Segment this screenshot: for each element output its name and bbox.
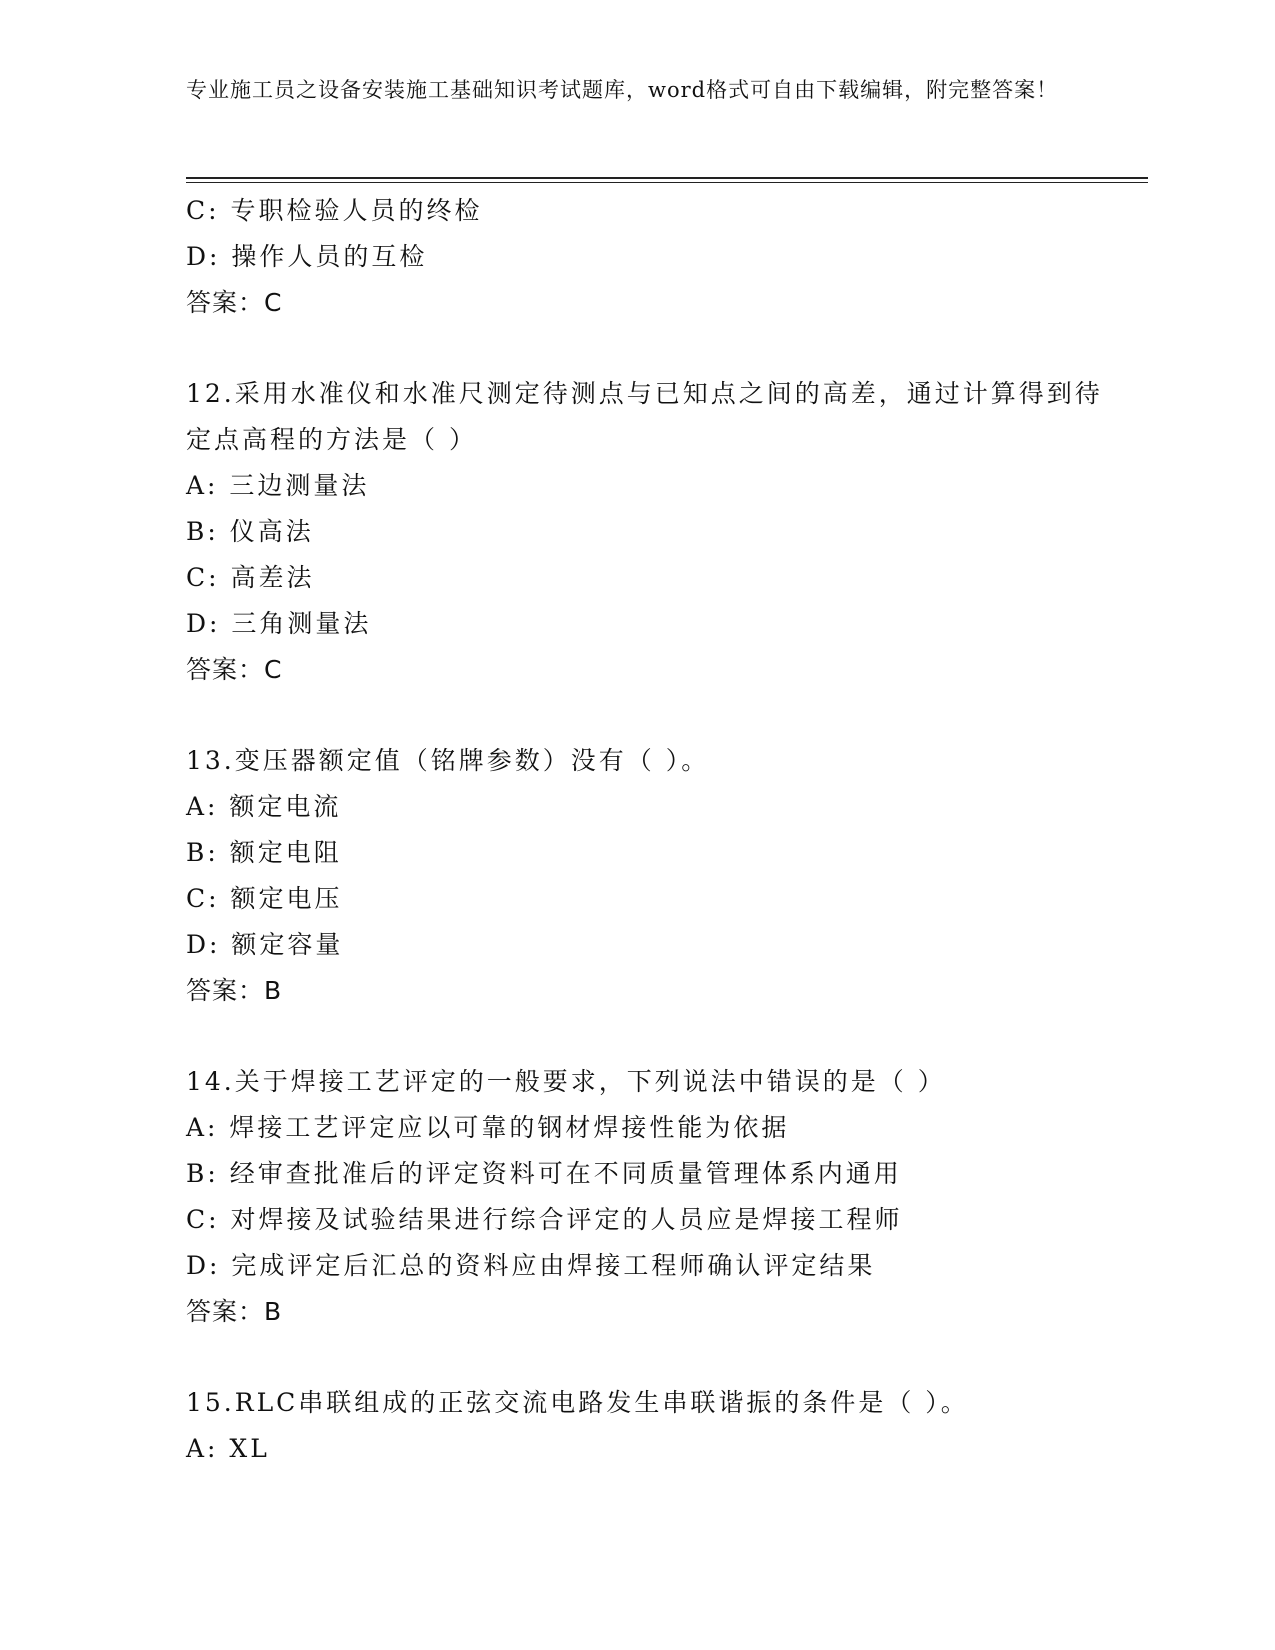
spacer [186, 1335, 1106, 1380]
answer-line: 答案：C [186, 655, 283, 684]
spacer [186, 326, 1106, 371]
question-14 [186, 1059, 1106, 1335]
option-d: D: 操作人员的互检 [186, 242, 428, 271]
option-b: B: 额定电阻 [186, 838, 342, 867]
question-text: 15.RLC串联组成的正弦交流电路发生串联谐振的条件是（ ）。 [186, 1388, 969, 1417]
option-d: D: 额定容量 [186, 930, 344, 959]
question-15 [186, 1380, 1106, 1472]
answer-line: 答案：B [186, 976, 283, 1005]
question-11-tail [186, 188, 1106, 326]
answer-line: 答案：C [186, 288, 283, 317]
option-c: C: 高差法 [186, 563, 315, 592]
option-a: A: 额定电流 [186, 792, 342, 821]
question-13 [186, 738, 1106, 1014]
question-text: 14.关于焊接工艺评定的一般要求，下列说法中错误的是（ ） [186, 1067, 946, 1096]
option-a: A: 三边测量法 [186, 471, 370, 500]
option-c: C: 专职检验人员的终检 [186, 196, 483, 225]
spacer [186, 693, 1106, 738]
answer-line: 答案：B [186, 1297, 283, 1326]
spacer [186, 1014, 1106, 1059]
option-c: C: 对焊接及试验结果进行综合评定的人员应是焊接工程师 [186, 1205, 903, 1234]
option-a: A: XL [186, 1434, 270, 1463]
question-text: 12.采用水准仪和水准尺测定待测点与已知点之间的高差，通过计算得到待定点高程的方法是（ ） [186, 379, 1103, 454]
option-b: B: 仪高法 [186, 517, 314, 546]
header-divider [186, 177, 1148, 179]
document-header: 专业施工员之设备安装施工基础知识考试题库，word格式可自由下载编辑，附完整答案！ [186, 78, 1059, 102]
question-text: 13.变压器额定值（铭牌参数）没有（ ）。 [186, 746, 710, 775]
option-d: D: 完成评定后汇总的资料应由焊接工程师确认评定结果 [186, 1251, 876, 1280]
option-d: D: 三角测量法 [186, 609, 372, 638]
option-a: A: 焊接工艺评定应以可靠的钢材焊接性能为依据 [186, 1113, 790, 1142]
option-c: C: 额定电压 [186, 884, 343, 913]
header-divider-thin [186, 182, 1148, 183]
option-b: B: 经审查批准后的评定资料可在不同质量管理体系内通用 [186, 1159, 902, 1188]
question-list [186, 188, 1106, 1472]
question-12 [186, 371, 1106, 693]
